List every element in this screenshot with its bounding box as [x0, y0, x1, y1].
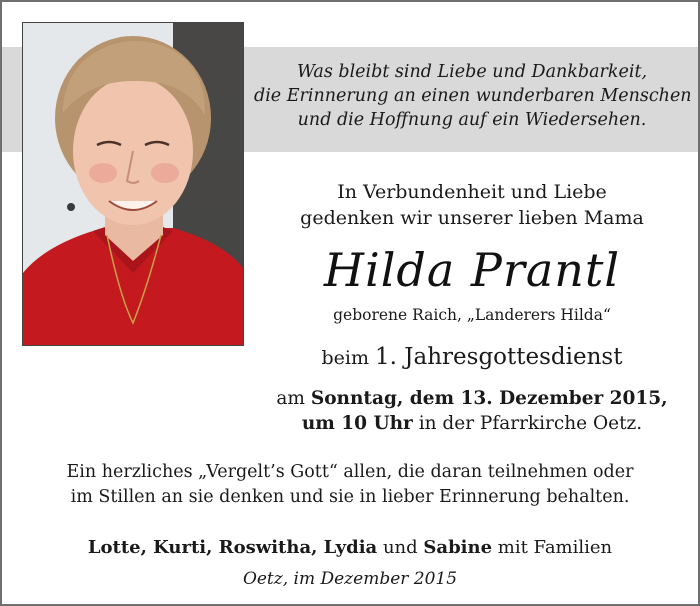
service-date [254, 386, 690, 436]
date-place: in der Pfarrkirche Oetz. [418, 413, 643, 434]
service-title [254, 342, 690, 373]
memorial-quote [254, 60, 690, 132]
date-am: am [276, 388, 305, 409]
quote-line: Was bleibt sind Liebe und Dankbarkeit, [296, 62, 648, 82]
date-day: Sonntag, dem 13. Dezember 2015, [310, 388, 668, 409]
thanks-line: im Stillen an sie denken und sie in lieber Erinnerung behalten. [70, 487, 630, 507]
portrait-photo [22, 22, 244, 346]
deceased-name: Hilda Prantl [323, 243, 621, 297]
thanks-line: Ein herzliches „Vergelt’s Gott“ allen, die daran teilnehmen oder [66, 462, 634, 482]
intro-text [254, 179, 690, 231]
family-names: Lotte, Kurti, Roswitha, Lydia [87, 537, 378, 558]
location-date: Oetz, im Dezember 2015 [242, 569, 458, 589]
portrait-illustration [23, 23, 243, 345]
maiden-name: geborene Raich, „Landerers Hilda“ [333, 306, 611, 324]
thanks-text [16, 460, 684, 510]
family-und: und [382, 537, 418, 558]
family-signature [16, 535, 684, 561]
service-prefix: beim [321, 347, 369, 369]
date-time: um 10 Uhr [301, 413, 413, 434]
quote-line: die Erinnerung an einen wunderbaren Menschen [254, 86, 692, 106]
family-name-last: Sabine [423, 537, 493, 558]
service-name: 1. Jahresgottesdienst [375, 344, 623, 370]
quote-line: und die Hoffnung auf ein Wiedersehen. [297, 110, 647, 130]
intro-line: gedenken wir unserer lieben Mama [300, 207, 644, 229]
intro-line: In Verbundenheit und Liebe [337, 181, 607, 203]
family-suffix: mit Familien [497, 537, 613, 558]
